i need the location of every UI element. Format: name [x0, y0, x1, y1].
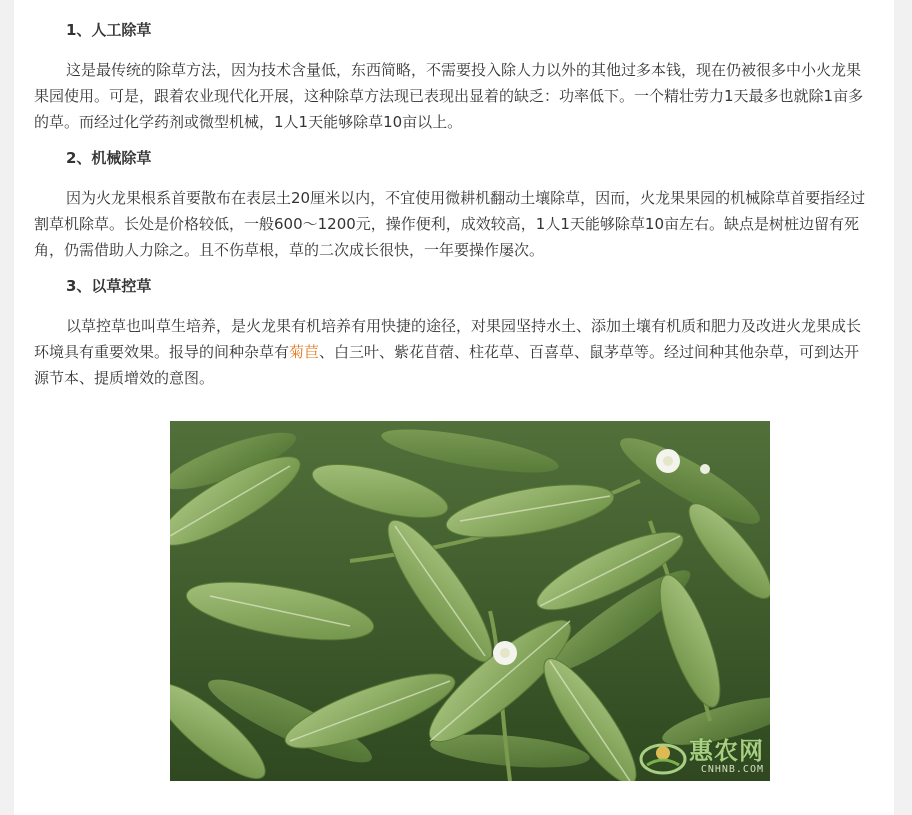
- leaf-illustration: [170, 421, 770, 781]
- section-heading-2: 2、机械除草: [66, 149, 152, 167]
- watermark-cn: 惠农网: [689, 737, 764, 765]
- logo-icon: [639, 739, 687, 775]
- watermark: [639, 738, 764, 775]
- paragraph-text-after: 、白三叶、紫花苜蓿、柱花草、百喜草、鼠茅草等。经过间种其他杂草，可到达开源节本、提质增效的意图。: [34, 343, 860, 387]
- section-paragraph-2: 因为火龙果根系首要散布在表层土20厘米以内，不宜使用微耕机翻动土壤除草，因而，火龙果果园的机械除草首要指经过割草机除草。长处是价格较低，一般600～1200元，操作便利，成效较高，1人1天能够除草10亩左右。缺点是树桩边留有死角，仍需借助人力除之。且不伤草根，草的二次成长很快，一年要操作屡次。: [34, 189, 866, 259]
- watermark-en: CNHNB.COM: [700, 764, 764, 775]
- section-paragraph-3: [34, 313, 874, 391]
- section-paragraph-1: 这是最传统的除草方法，因为技术含量低，东西简略，不需要投入除人力以外的其他过多本钱，现在仍被很多中小火龙果果园使用。可是，跟着农业现代化开展，这种除草方法现已表现出显着的缺乏：功率低下。一个精壮劳力1天最多也就除1亩多的草。而经过化学药剂或微型机械，1人1天能够除草10亩以上。: [34, 61, 864, 131]
- weed-photo: [170, 421, 770, 781]
- article-page: [14, 0, 894, 815]
- chicory-link[interactable]: 菊苣: [289, 343, 320, 361]
- paragraph-text-before: 以草控草也叫草生培养，是火龙果有机培养有用快捷的途径，对果园坚持水土、添加土壤有机质和肥力及改进火龙果成长环境具有重要效果。报导的间种杂草有: [34, 317, 862, 361]
- section-heading-3: 3、以草控草: [66, 277, 152, 295]
- watermark-text: [689, 738, 764, 775]
- section-heading-1: 1、人工除草: [66, 21, 152, 39]
